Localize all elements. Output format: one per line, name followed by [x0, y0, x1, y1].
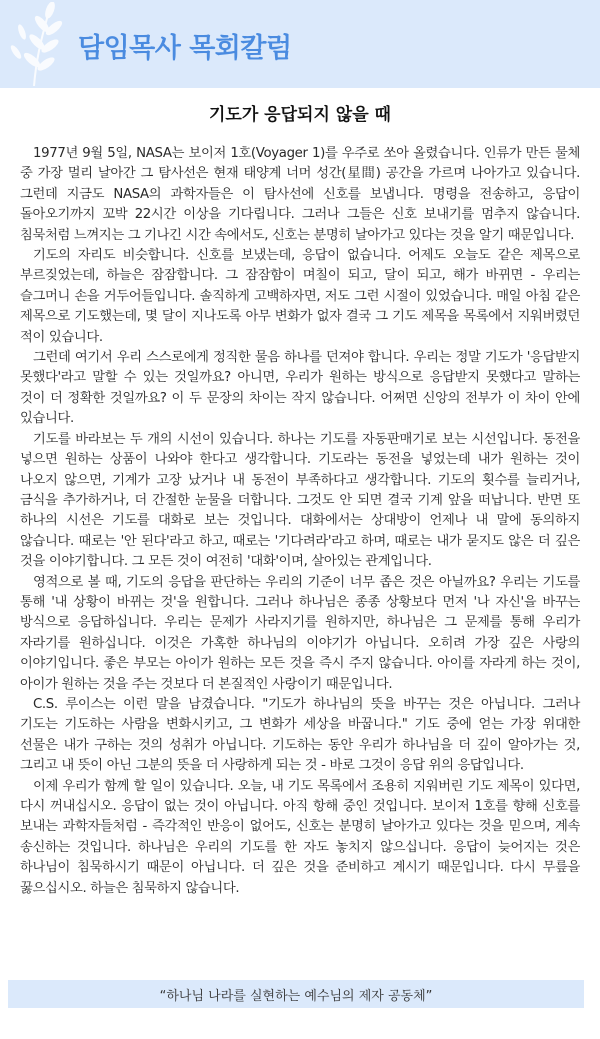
- article-paragraph: C.S. 루이스는 이런 말을 남겼습니다. "기도가 하나님의 뜻을 바꾸는 것은 아닙니다. 그러나 기도는 기도하는 사람을 변화시키고, 그 변화가 세상을 바꿉니다." 기도 중에 얻는 가장 위대한 선물은 내가 구하는 것의 성취가 아닙니다. 기도하는 동안 우리가 하나님을 더 깊이 알아가는 것, 그리고 내 뜻이 아닌 그분의 뜻을 더 사랑하게 되는 것 - 바로 그것이 응답 위의 응답입니다.: [20, 696, 580, 774]
- article-title: 기도가 응답되지 않을 때: [209, 105, 391, 125]
- column-series-title: 담임목사 목회칼럼: [78, 33, 292, 64]
- article-paragraph: 그런데 여기서 우리 스스로에게 정직한 물음 하나를 던져야 합니다. 우리는 정말 기도가 '응답받지 못했다'라고 말할 수 있는 것일까요? 아니면, 우리가 원하는 방식으로 응답받지 못했다고 말하는 것이 더 정확한 것일까요? 이 두 문장의 차이는 작지 않습니다. 어쩌면 신앙의 전부가 이 차이 안에 있습니다.: [20, 350, 580, 427]
- article-paragraph: 기도를 바라보는 두 개의 시선이 있습니다. 하나는 기도를 자동판매기로 보는 시선입니다. 동전을 넣으면 원하는 상품이 나와야 한다고 생각합니다. 기도라는 동전을 넣었는데 내가 원하는 것이 나오지 않으면, 기계가 고장 났거나 내 동전이 부족하다고 생각합니다. 기도의 횟수를 늘리거나, 금식을 추가하거나, 더 간절한 눈물을 더합니다. 그것도 안 되면 결국 기계 앞을 떠납니다. 반면 또 하나의 시선은 기도를 대화로 보는 것입니다. 대화에서는 상대방이 언제나 내 말에 동의하지 않습니다. 때로는 '안 된다'라고 하고, 때로는 '기다려라'라고 하며, 때로는 내가 묻지도 않은 더 깊은 것을 이야기합니다. 그 모든 것이 여전히 '대화'이며, 살아있는 관계입니다.: [20, 431, 580, 570]
- church-motto-banner: [8, 980, 584, 1008]
- article-paragraph: 1977년 9월 5일, NASA는 보이저 1호(Voyager 1)를 우주로 쏘아 올렸습니다. 인류가 만든 물체 중 가장 멀리 날아간 그 탐사선은 현재 태양계 너머 성간(星間) 공간을 가르며 나아가고 있습니다. 그런데 지금도 NASA의 과학자들은 이 탐사선에 신호를 보냅니다. 명령을 전송하고, 응답이 돌아오기까지 꼬박 22시간 이상을 기다립니다. 그러나 그들은 신호 보내기를 멈추지 않습니다. 침묵처럼 느껴지는 그 기나긴 시간 속에서도, 신호는 분명히 날아가고 있다는 것을 알기 때문입니다.: [20, 146, 580, 243]
- leaf-branch-icon: [4, 2, 74, 86]
- article-paragraph: 이제 우리가 함께 할 일이 있습니다. 오늘, 내 기도 목록에서 조용히 지워버린 기도 제목이 있다면, 다시 꺼내십시오. 응답이 없는 것이 아닙니다. 아직 항해 중인 것입니다. 보이저 1호를 향해 신호를 보내는 과학자들처럼 - 즉각적인 반응이 없어도, 신호는 분명히 날아가고 있다는 것을 믿으며, 계속 송신하는 것입니다. 하나님은 우리의 기도를 한 자도 놓치지 않으십니다. 응답이 늦어지는 것은 하나님이 침묵하시기 때문이 아닙니다. 더 깊은 것을 준비하고 계시기 때문입니다. 다시 무릎을 꿇으십시오. 하늘은 침묵하지 않습니다.: [20, 778, 580, 896]
- article-body: [20, 144, 580, 899]
- church-motto: “하나님 나라를 실현하는 예수님의 제자 공동체”: [159, 989, 433, 1004]
- article-paragraph: 기도의 자리도 비슷합니다. 신호를 보냈는데, 응답이 없습니다. 어제도 오늘도 같은 제목으로 부르짖었는데, 하늘은 잠잠합니다. 그 잠잠함이 며칠이 되고, 달이 되고, 해가 바뀌면 - 우리는 슬그머니 손을 거두어들입니다. 솔직하게 고백하자면, 저도 그런 시절이 있었습니다. 매일 아침 같은 제목으로 기도했는데, 몇 달이 지나도록 아무 변화가 없자 결국 그 기도 제목을 목록에서 지워버렸던 적이 있습니다.: [20, 248, 580, 345]
- column-header-banner: [0, 0, 600, 88]
- article-paragraph: 영적으로 볼 때, 기도의 응답을 판단하는 우리의 기준이 너무 좁은 것은 아닐까요? 우리는 기도를 통해 '내 상황이 바뀌는 것'을 원합니다. 그러나 하나님은 종종 상황보다 먼저 '나 자신'을 바꾸는 방식으로 응답하십니다. 우리는 문제가 사라지기를 원하지만, 하나님은 그 문제를 통해 우리가 자라기를 원하십니다. 이것은 가혹한 하나님의 이야기가 아닙니다. 오히려 가장 깊은 사랑의 이야기입니다. 좋은 부모는 아이가 원하는 모든 것을 즉시 주지 않습니다. 아이를 자라게 하는 것이, 아이가 원하는 것을 주는 것보다 더 본질적인 사랑이기 때문입니다.: [20, 574, 580, 692]
